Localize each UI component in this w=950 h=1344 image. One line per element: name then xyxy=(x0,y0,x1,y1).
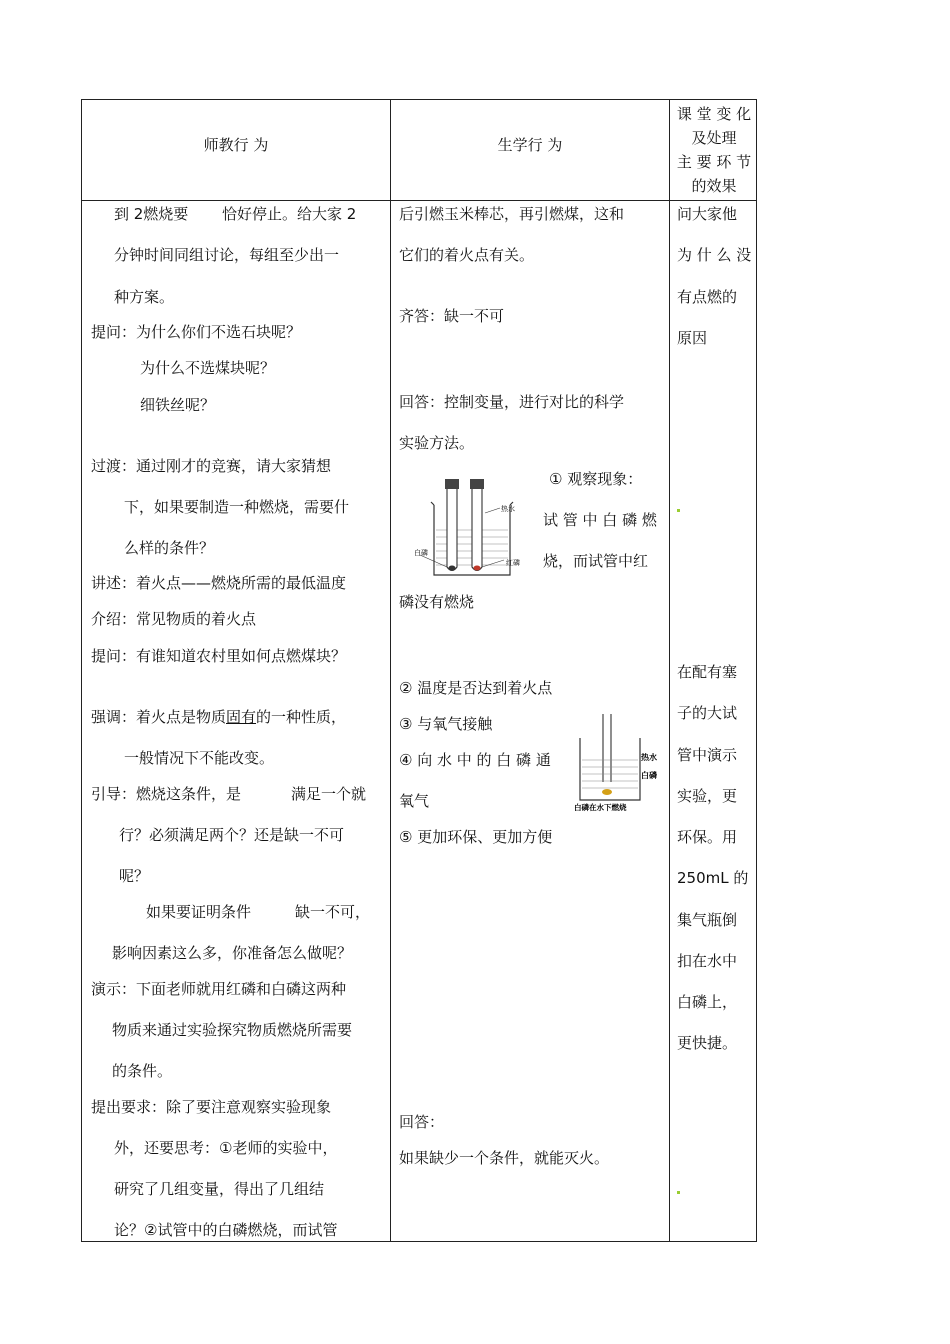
notes-text: 原因 xyxy=(677,329,708,347)
student-text: 如果缺少一个条件，就能灭火。 xyxy=(399,1149,610,1167)
notes-text: 管中演示 xyxy=(677,746,738,764)
notes-text: 更快捷。 xyxy=(677,1034,738,1052)
teacher-text: 下，如果要制造一种燃烧，需要什 xyxy=(124,498,350,516)
label-leader xyxy=(482,560,504,567)
label-leader xyxy=(485,508,500,513)
teacher-text: 论？②试管中的白磷燃烧，而试管 xyxy=(114,1221,338,1239)
header-notes-line: 课 堂 变 化 xyxy=(676,105,752,123)
teacher-text: 外，还要思考：①老师的实验中， xyxy=(114,1139,338,1157)
teacher-text: 演示：下面老师就用红磷和白磷这两种 xyxy=(91,980,347,998)
student-text: 回答： xyxy=(399,1113,445,1131)
teacher-text: 缺一不可， xyxy=(295,903,371,921)
student-text: 实验方法。 xyxy=(399,434,475,452)
teacher-text xyxy=(91,707,346,727)
white-phosphorus-mark xyxy=(602,789,612,795)
underwater-burning-figure xyxy=(570,712,662,814)
figure-caption: 白磷在水下燃烧 xyxy=(574,803,627,812)
header-teacher: 师教行 为 xyxy=(203,136,269,154)
student-text: 试 管 中 白 磷 燃 xyxy=(543,511,657,529)
teacher-text: 提问：为什么你们不选石块呢？ xyxy=(91,323,302,341)
teacher-text: 引导：燃烧这条件，是 xyxy=(91,785,242,803)
teacher-text: 影响因素这么多，你准备怎么做呢？ xyxy=(112,944,353,962)
notes-text: 为 什 么 没 xyxy=(677,246,752,264)
header-notes xyxy=(670,100,758,198)
teacher-text: 提问：有谁知道农村里如何点燃煤块？ xyxy=(91,647,347,665)
header-student: 生学行 为 xyxy=(497,136,563,154)
notes-text: 250mL 的 xyxy=(677,869,749,887)
notes-text: 实验，更 xyxy=(677,787,738,805)
header-divider xyxy=(82,200,756,201)
stopper-left xyxy=(445,479,459,489)
marker-dot xyxy=(677,1191,680,1194)
header-notes-line: 及处理 xyxy=(691,129,737,147)
teacher-text-part: 的一种性质， xyxy=(256,708,347,726)
water-lines xyxy=(582,760,638,788)
teacher-text: 细铁丝呢？ xyxy=(140,396,216,414)
white-phosphorus-mark xyxy=(449,566,456,571)
teacher-text: 呢？ xyxy=(119,867,150,885)
header-notes-line: 主 要 环 节 xyxy=(676,153,752,171)
notes-text: 问大家他 xyxy=(677,205,738,223)
stopper-right xyxy=(470,479,484,489)
student-text: 回答：控制变量，进行对比的科学 xyxy=(399,393,625,411)
marker-dot xyxy=(677,509,680,512)
teacher-text: 过渡：通过刚才的竞赛，请大家猜想 xyxy=(91,457,332,475)
column-divider xyxy=(390,100,391,1241)
teacher-text: 种方案。 xyxy=(114,288,175,306)
column-divider xyxy=(669,100,670,1241)
underlined-text: 固有 xyxy=(226,708,257,726)
student-text: 磷没有燃烧 xyxy=(399,593,475,611)
notes-text: 子的大试 xyxy=(677,704,738,722)
student-text: 齐答：缺一不可 xyxy=(399,307,505,325)
header-notes-line: 的效果 xyxy=(691,177,737,195)
gas-tube xyxy=(603,714,611,782)
red-phosphorus-mark xyxy=(474,566,481,571)
teacher-text: 一般情况下不能改变。 xyxy=(124,749,275,767)
student-text: ④ 向 水 中 的 白 磷 通 xyxy=(399,751,551,769)
notes-text: 环保。用 xyxy=(677,828,738,846)
notes-text: 扣在水中 xyxy=(677,952,738,970)
label-red-phosphorus: 红磷 xyxy=(506,559,520,567)
teacher-text: 提出要求：除了要注意观察实验现象 xyxy=(91,1098,332,1116)
teacher-text: 研究了几组变量，得出了几组结 xyxy=(114,1180,325,1198)
student-text: ③ 与氧气接触 xyxy=(399,715,493,733)
teacher-text: 的条件。 xyxy=(112,1062,173,1080)
student-text: ⑤ 更加环保、更加方便 xyxy=(399,828,553,846)
teacher-text: 分钟时间同组讨论，每组至少出一 xyxy=(114,246,340,264)
teacher-text: 为什么不选煤块呢？ xyxy=(140,359,276,377)
student-text: 后引燃玉米棒芯，再引燃煤，这和 xyxy=(399,205,625,223)
notes-text: 在配有塞 xyxy=(677,663,738,681)
teacher-text: 么样的条件？ xyxy=(124,539,215,557)
teacher-text: 讲述：着火点——燃烧所需的最低温度 xyxy=(91,574,347,592)
test-tube-left xyxy=(447,489,457,571)
student-text: 氧气 xyxy=(399,792,430,810)
lesson-table xyxy=(81,99,757,1242)
label-white-phosphorus: 白磷 xyxy=(414,549,428,557)
student-text: 它们的着火点有关。 xyxy=(399,246,535,264)
teacher-text: 满足一个就 xyxy=(291,785,367,803)
student-text: ① 观察现象： xyxy=(549,470,643,488)
teacher-text: 物质来通过实验探究物质燃烧所需要 xyxy=(112,1021,353,1039)
teacher-text: 恰好停止。给大家 2 xyxy=(222,205,357,223)
teacher-text: 如果要证明条件 xyxy=(146,903,252,921)
label-hot-water: 热水 xyxy=(641,753,657,762)
notes-text: 集气瓶倒 xyxy=(677,911,738,929)
notes-text: 白磷上， xyxy=(677,993,738,1011)
label-hot-water: 热水 xyxy=(501,505,515,513)
test-tube-right xyxy=(472,489,482,571)
teacher-text: 介绍：常见物质的着火点 xyxy=(91,610,257,628)
test-tube-beaker-figure xyxy=(412,475,536,585)
student-text: ② 温度是否达到着火点 xyxy=(399,679,553,697)
notes-text: 有点燃的 xyxy=(677,288,738,306)
teacher-text-part: 强调：着火点是物质 xyxy=(91,708,227,726)
teacher-text: 到 2燃烧要 xyxy=(114,205,189,223)
student-text: 烧，而试管中红 xyxy=(543,552,649,570)
teacher-text: 行？必须满足两个？还是缺一不可 xyxy=(119,826,345,844)
label-white-phosphorus: 白磷 xyxy=(641,771,657,780)
